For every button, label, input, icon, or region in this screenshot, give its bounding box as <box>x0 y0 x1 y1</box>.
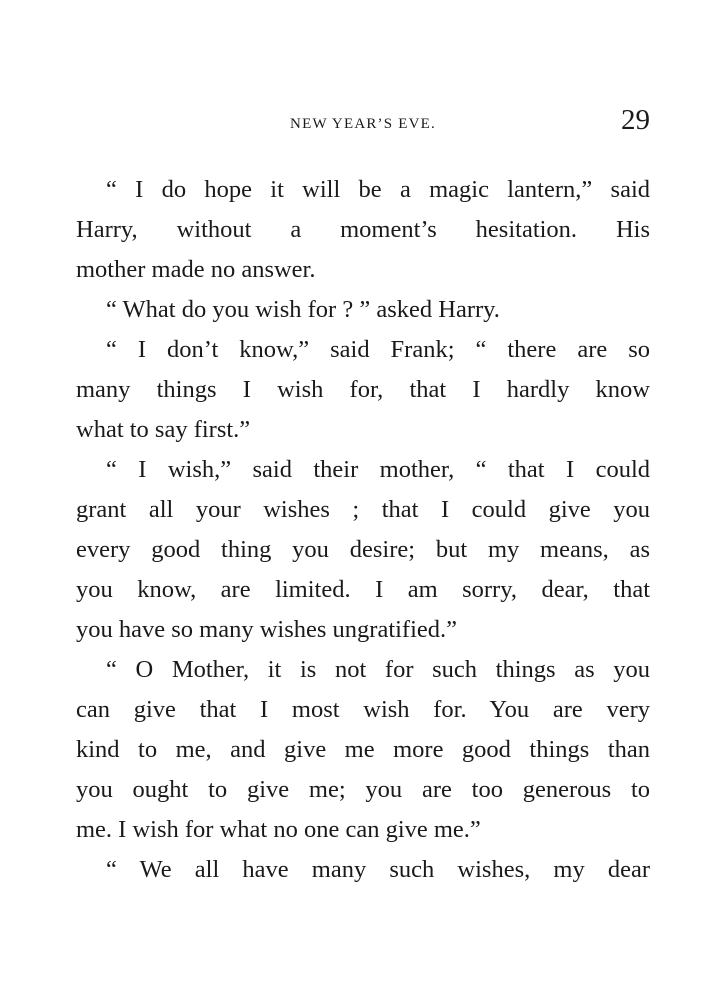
text-line: can give that I most wish for. You are very <box>76 696 650 723</box>
page-number: 29 <box>621 104 650 136</box>
text-line: “ I wish,” said their mother, “ that I could <box>106 456 650 483</box>
text-line: many things I wish for, that I hardly know <box>76 376 650 403</box>
text-line: what to say first.” <box>76 416 251 443</box>
page-header <box>76 104 650 144</box>
text-line: me. I wish for what no one can give me.” <box>76 816 481 843</box>
text-line: “ What do you wish for ? ” asked Harry. <box>106 296 500 323</box>
text-line: grant all your wishes ; that I could give you <box>76 496 650 523</box>
text-line: you ought to give me; you are too generous to <box>76 776 650 803</box>
text-line: mother made no answer. <box>76 256 316 283</box>
text-line: every good thing you desire; but my means, as <box>76 536 650 563</box>
text-line: you know, are limited. I am sorry, dear, that <box>76 576 650 603</box>
text-line: “ O Mother, it is not for such things as you <box>106 656 650 683</box>
text-line: you have so many wishes ungratified.” <box>76 616 458 643</box>
running-head: NEW YEAR’S EVE. <box>290 116 436 132</box>
body-text <box>76 170 650 890</box>
text-line: “ I do hope it will be a magic lantern,” said <box>106 176 650 203</box>
text-line: “ I don’t know,” said Frank; “ there are so <box>106 336 650 363</box>
text-line: kind to me, and give me more good things than <box>76 736 650 763</box>
text-line: Harry, without a moment’s hesitation. His <box>76 216 650 243</box>
text-line: “ We all have many such wishes, my dear <box>106 856 650 883</box>
